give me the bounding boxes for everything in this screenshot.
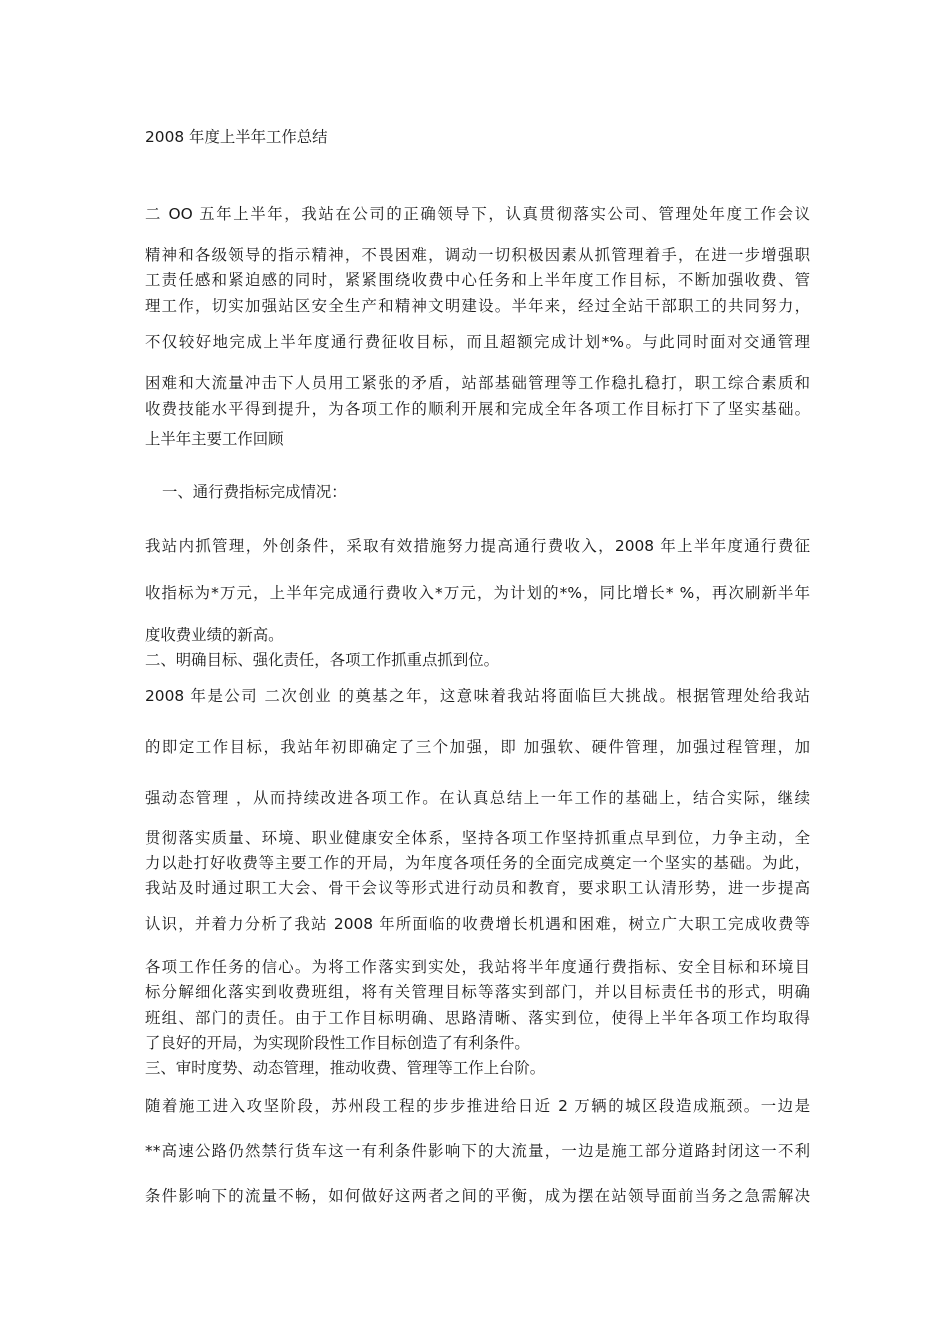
paragraph-line: 二 OO 五年上半年，我站在公司的正确领导下，认真贯彻落实公司、管理处年度工作会议 [145,205,810,223]
paragraph-line: 理工作，切实加强站区安全生产和精神文明建设。半年来，经过全站干部职工的共同努力， [145,297,810,315]
paragraph-line: 力以赴打好收费等主要工作的开局，为年度各项任务的全面完成奠定一个坚实的基础。为此， [145,854,810,872]
paragraph-line: 困难和大流量冲击下人员用工紧张的矛盾，站部基础管理等工作稳扎稳打，职工综合素质和 [145,374,810,392]
document-title: 2008 年度上半年工作总结 [145,128,328,146]
paragraph-line: 收指标为*万元，上半年完成通行费收入*万元，为计划的*%，同比增长* %，再次刷新半年 [145,584,810,602]
paragraph-line: 强动态管理 ，从而持续改进各项工作。在认真总结上一年工作的基础上，结合实际，继续 [145,789,810,807]
paragraph-line: 我站内抓管理，外创条件，采取有效措施努力提高通行费收入，2008 年上半年度通行费征 [145,537,810,555]
paragraph-line: 不仅较好地完成上半年度通行费征收目标，而且超额完成计划*%。与此同时面对交通管理 [145,333,810,351]
paragraph-line: 的即定工作目标，我站年初即确定了三个加强，即 加强软、硬件管理，加强过程管理，加 [145,738,810,756]
section-heading: 上半年主要工作回顾 [145,430,284,448]
paragraph-line: 随着施工进入攻坚阶段，苏州段工程的步步推进给日近 2 万辆的城区段造成瓶颈。一边是 [145,1097,810,1115]
paragraph-line: 2008 年是公司 二次创业 的奠基之年，这意味着我站将面临巨大挑战。根据管理处给我站 [145,687,810,705]
paragraph-line: 班组、部门的责任。由于工作目标明确、思路清晰、落实到位，使得上半年各项工作均取得 [145,1009,810,1027]
paragraph-line: 各项工作任务的信心。为将工作落实到实处，我站将半年度通行费指标、安全目标和环境目 [145,958,810,976]
section-heading: 三、审时度势、动态管理，推动收费、管理等工作上台阶。 [145,1059,546,1077]
section-heading: 一、通行费指标完成情况： [162,483,347,501]
paragraph-line: 条件影响下的流量不畅，如何做好这两者之间的平衡，成为摆在站领导面前当务之急需解决 [145,1187,810,1205]
paragraph-line: 度收费业绩的新高。 [145,626,284,644]
paragraph-line: 了良好的开局，为实现阶段性工作目标创造了有利条件。 [145,1034,530,1052]
paragraph-line: 我站及时通过职工大会、骨干会议等形式进行动员和教育，要求职工认清形势，进一步提高 [145,879,810,897]
paragraph-line: **高速公路仍然禁行货车这一有利条件影响下的大流量，一边是施工部分道路封闭这一不利 [145,1142,810,1160]
paragraph-line: 标分解细化落实到收费班组，将有关管理目标等落实到部门，并以目标责任书的形式，明确 [145,983,810,1001]
paragraph-line: 收费技能水平得到提升，为各项工作的顺利开展和完成全年各项工作目标打下了坚实基础。 [145,400,810,418]
paragraph-line: 认识，并着力分析了我站 2008 年所面临的收费增长机遇和困难，树立广大职工完成收费等 [145,915,810,933]
section-heading: 二、明确目标、强化责任，各项工作抓重点抓到位。 [145,651,499,669]
paragraph-line: 工责任感和紧迫感的同时，紧紧围绕收费中心任务和上半年度工作目标，不断加强收费、管 [145,271,810,289]
paragraph-line: 精神和各级领导的指示精神，不畏困难，调动一切积极因素从抓管理着手，在进一步增强职 [145,246,810,264]
paragraph-line: 贯彻落实质量、环境、职业健康安全体系，坚持各项工作坚持抓重点早到位，力争主动，全 [145,829,810,847]
